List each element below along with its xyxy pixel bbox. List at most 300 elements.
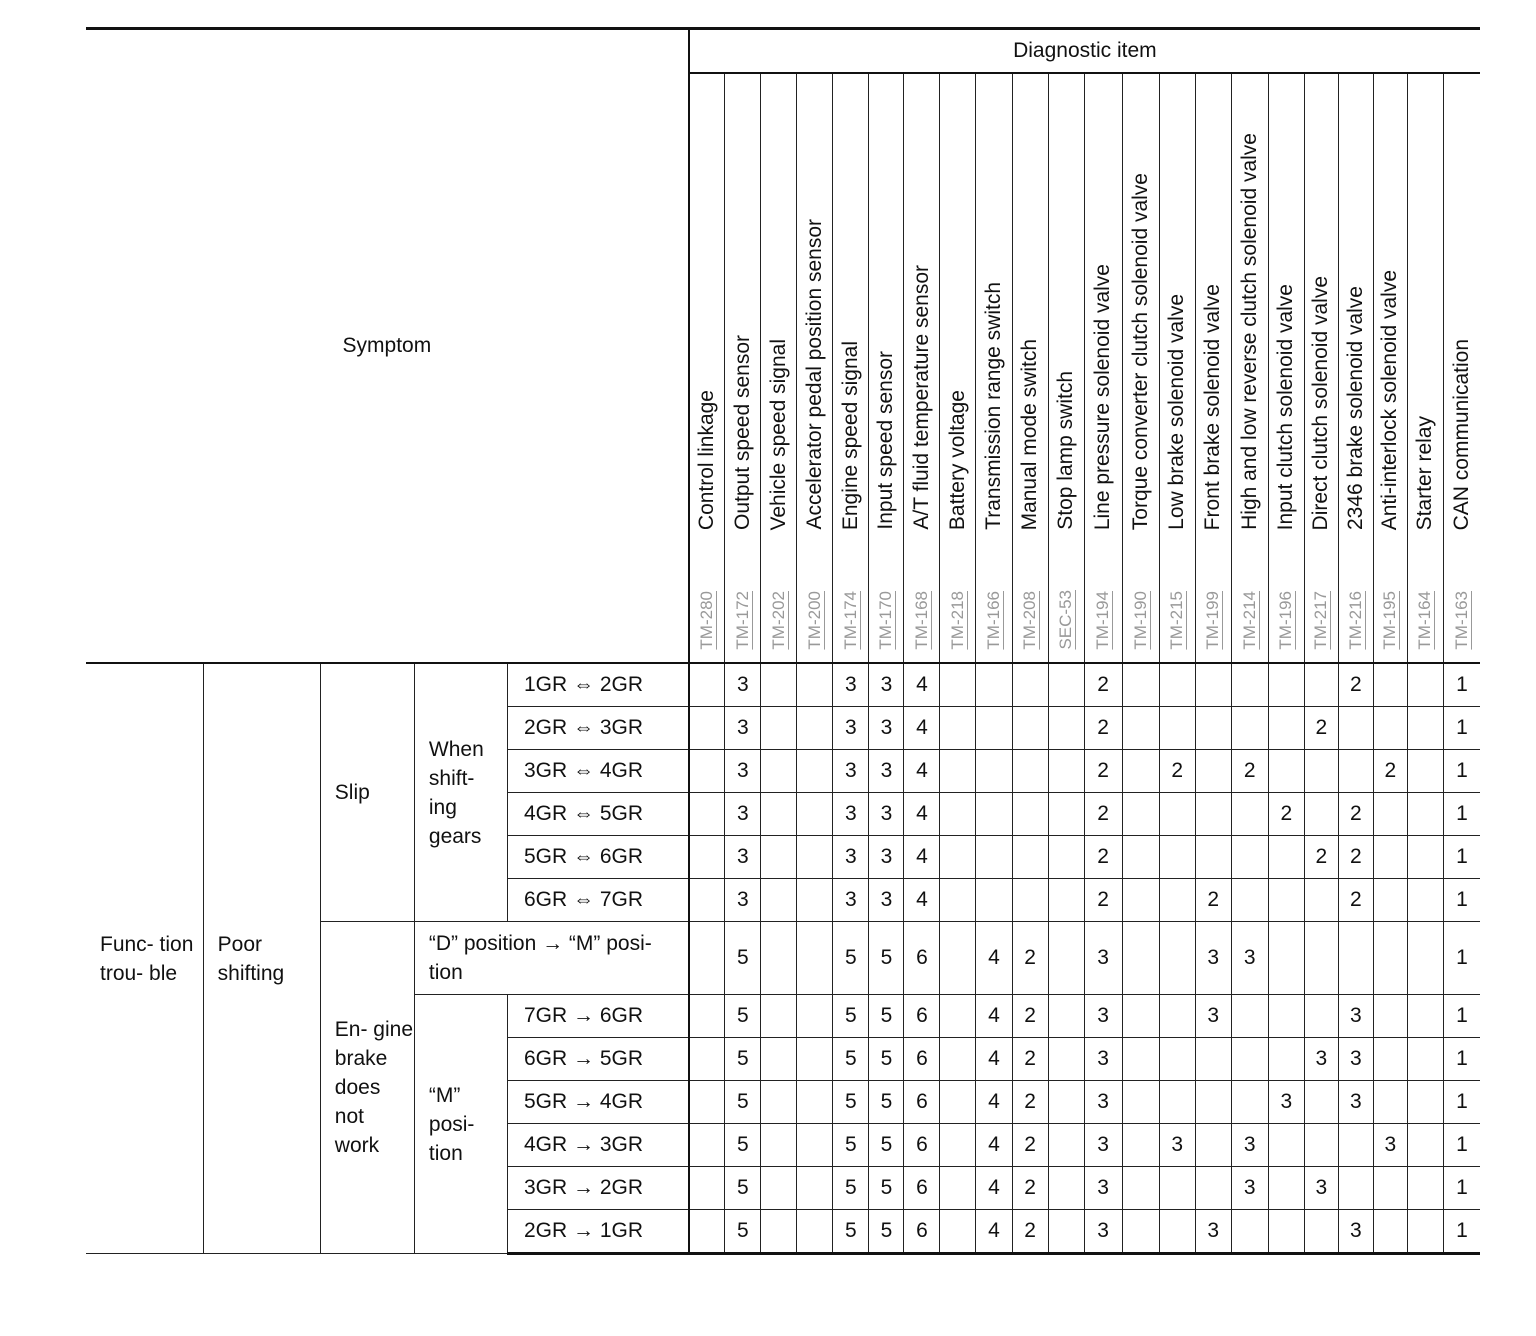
cell-value: 3 [869,836,904,879]
cell-value [1122,836,1159,879]
cell-value: 2 [1338,836,1373,879]
cell-value [1407,1081,1443,1124]
cell-value [1122,707,1159,750]
cell-value [1048,707,1084,750]
cell-value: 5 [725,1210,761,1254]
cell-value [1338,750,1373,793]
reference-link[interactable]: TM-195 [1380,591,1400,650]
column-label: Direct clutch solenoid valve [1309,275,1333,530]
cell-value [1338,707,1373,750]
cell-value [1159,793,1195,836]
row-label: 4GR → 3GR [508,1124,689,1167]
cell-value [940,1038,976,1081]
diagnostic-item-header: Diagnostic item [689,29,1480,74]
cell-value [1268,995,1304,1038]
cell-value [1304,995,1338,1038]
cell-value: 2 [1012,1081,1048,1124]
cell-value: 3 [1084,1210,1122,1254]
cell-value [689,750,725,793]
cell-value [1195,1167,1231,1210]
cell-value [797,663,833,707]
cell-value: 3 [1304,1038,1338,1081]
cell-value [689,663,725,707]
cell-value: 2 [1012,1210,1048,1254]
cell-value: 6 [904,1081,940,1124]
cell-value: 3 [833,663,869,707]
cell-value [761,707,797,750]
cell-value: 1 [1443,836,1480,879]
cell-value: 5 [869,1167,904,1210]
cell-value [1122,750,1159,793]
cell-value [1195,1124,1231,1167]
cell-value [976,707,1012,750]
cell-value: 2 [1159,750,1195,793]
cell-value: 5 [833,1167,869,1210]
cell-value [940,663,976,707]
cell-value: 4 [904,707,940,750]
cell-value [940,750,976,793]
cell-value: 1 [1443,922,1480,995]
cell-value: 3 [725,707,761,750]
cell-value [689,1081,725,1124]
diagnostic-table [86,27,1480,1255]
cell-value [761,922,797,995]
cell-value: 5 [725,1124,761,1167]
cell-value [797,836,833,879]
cell-value [1268,1038,1304,1081]
cell-value [1304,879,1338,922]
cell-value [1407,995,1443,1038]
cell-value [1048,750,1084,793]
table-row [86,663,1480,707]
cell-value: 2 [1012,922,1048,995]
cell-value [940,1124,976,1167]
cell-value [1373,793,1407,836]
column-header [1159,73,1195,663]
reference-link[interactable]: TM-196 [1276,591,1296,650]
column-label: Front brake solenoid valve [1201,283,1225,530]
cell-value: 4 [904,793,940,836]
cell-value [976,750,1012,793]
cell-value: 3 [1084,1167,1122,1210]
cell-value [1268,922,1304,995]
cell-value [1048,1081,1084,1124]
cell-value: 1 [1443,750,1480,793]
column-label: Control linkage [695,389,718,530]
cell-value [1048,1038,1084,1081]
column-header [725,73,761,663]
cell-value: 1 [1443,793,1480,836]
reference-link[interactable]: SEC-53 [1056,590,1076,650]
reference-link[interactable]: TM-217 [1311,591,1331,650]
cell-value [761,1081,797,1124]
column-label: Engine speed signal [838,340,862,530]
cell-value [1195,707,1231,750]
cell-value: 3 [1231,1167,1268,1210]
reference-link[interactable]: TM-202 [768,591,788,650]
cell-value: 3 [725,663,761,707]
cell-value [1268,707,1304,750]
cell-value [761,793,797,836]
symptom-when-shifting: When shift- ing gears [414,663,507,922]
cell-value [761,663,797,707]
cell-value [1407,750,1443,793]
cell-value: 6 [904,1038,940,1081]
row-label: 4GR ⇔ 5GR [508,793,689,836]
row-label: 5GR ⇔ 6GR [508,836,689,879]
reference-link[interactable]: TM-215 [1167,591,1187,650]
cell-value: 3 [833,750,869,793]
cell-value: 1 [1443,1167,1480,1210]
cell-value: 1 [1443,995,1480,1038]
cell-value [689,1038,725,1081]
column-header [976,73,1012,663]
cell-value [1048,922,1084,995]
cell-value [1122,995,1159,1038]
cell-value: 3 [1268,1081,1304,1124]
cell-value [797,1167,833,1210]
cell-value [689,1167,725,1210]
cell-value: 3 [1195,922,1231,995]
cell-value: 2 [1338,793,1373,836]
cell-value: 5 [725,922,761,995]
cell-value [761,836,797,879]
cell-value: 6 [904,1124,940,1167]
column-label: Input speed sensor [874,351,898,530]
cell-value [1159,663,1195,707]
cell-value [1012,750,1048,793]
cell-value: 1 [1443,663,1480,707]
symptom-header: Symptom [86,29,689,664]
cell-value [1159,1210,1195,1254]
cell-value [1048,879,1084,922]
cell-value: 4 [976,1210,1012,1254]
cell-value: 3 [1338,1210,1373,1254]
cell-value [940,836,976,879]
cell-value [1159,879,1195,922]
reference-link[interactable]: TM-166 [984,591,1003,650]
cell-value: 4 [976,1038,1012,1081]
row-label: 3GR → 2GR [508,1167,689,1210]
cell-value [1268,1124,1304,1167]
cell-value [1048,1210,1084,1254]
cell-value: 6 [904,1210,940,1254]
cell-value [689,879,725,922]
cell-value [1012,793,1048,836]
cell-value: 1 [1443,1124,1480,1167]
reference-link[interactable]: TM-194 [1093,591,1113,650]
column-label: Input clutch solenoid valve [1274,283,1298,530]
reference-link[interactable]: TM-214 [1239,591,1259,650]
symptom-slip: Slip [320,663,414,922]
cell-value [940,879,976,922]
cell-value: 3 [725,836,761,879]
cell-value: 5 [869,995,904,1038]
cell-value [1012,836,1048,879]
cell-value [1268,750,1304,793]
cell-value: 2 [1304,836,1338,879]
cell-value [940,1081,976,1124]
cell-value [1304,1081,1338,1124]
reference-link[interactable]: TM-190 [1130,591,1150,650]
cell-value: 3 [1373,1124,1407,1167]
reference-link[interactable]: TM-163 [1451,591,1471,650]
cell-value [1268,1210,1304,1254]
column-header [904,73,940,663]
cell-value [761,1167,797,1210]
cell-value [1048,1167,1084,1210]
cell-value [797,1081,833,1124]
cell-value [1304,1210,1338,1254]
cell-value: 2 [1338,663,1373,707]
column-label: Low brake solenoid valve [1165,294,1189,530]
cell-value: 2 [1373,750,1407,793]
reference-link[interactable]: TM-170 [876,591,896,650]
cell-value [1304,663,1338,707]
cell-value [797,1038,833,1081]
cell-value: 4 [976,995,1012,1038]
cell-value: 6 [904,1167,940,1210]
cell-value: 2 [1231,750,1268,793]
cell-value [1122,1081,1159,1124]
cell-value: 4 [904,836,940,879]
cell-value [1122,922,1159,995]
cell-value: 5 [725,1081,761,1124]
cell-value [1231,995,1268,1038]
reference-link[interactable]: TM-216 [1345,591,1365,650]
cell-value [1159,1167,1195,1210]
cell-value [1122,879,1159,922]
cell-value: 3 [869,707,904,750]
cell-value: 2 [1084,836,1122,879]
row-label: 2GR → 1GR [508,1210,689,1254]
reference-link[interactable]: TM-172 [732,591,752,650]
cell-value [797,995,833,1038]
column-header [1195,73,1231,663]
cell-value: 3 [1231,1124,1268,1167]
column-header [797,73,833,663]
cell-value [1407,1210,1443,1254]
cell-value [1338,1167,1373,1210]
column-label: Manual mode switch [1018,338,1042,530]
cell-value: 5 [869,1124,904,1167]
cell-value: 3 [725,750,761,793]
cell-value [689,1210,725,1254]
cell-value: 3 [1084,1124,1122,1167]
reference-link[interactable]: TM-174 [840,591,860,650]
column-header [1084,73,1122,663]
cell-value: 5 [869,1038,904,1081]
cell-value: 3 [833,707,869,750]
cell-value: 5 [833,1081,869,1124]
cell-value [1373,922,1407,995]
cell-value: 4 [976,1167,1012,1210]
cell-value: 2 [1195,879,1231,922]
cell-value [1373,1081,1407,1124]
cell-value [1268,663,1304,707]
row-label: 1GR ⇔ 2GR [508,663,689,707]
symptom-m-position: “M” posi- tion [414,995,507,1254]
cell-value [1122,663,1159,707]
column-header [689,73,725,663]
reference-link[interactable]: TM-200 [804,591,824,650]
cell-value [761,1210,797,1254]
cell-value [761,750,797,793]
cell-value [761,1038,797,1081]
reference-link[interactable]: TM-218 [947,591,967,650]
cell-value: 3 [869,879,904,922]
cell-value [940,793,976,836]
column-label: CAN communication [1449,338,1473,530]
cell-value [1407,1124,1443,1167]
column-header [1407,73,1443,663]
cell-value [761,1124,797,1167]
cell-value [1373,707,1407,750]
symptom-subcategory: Poor shifting [203,663,320,1254]
cell-value [761,879,797,922]
cell-value [1407,1038,1443,1081]
cell-value [1407,707,1443,750]
cell-value [1231,1038,1268,1081]
cell-value [1122,1038,1159,1081]
cell-value [940,995,976,1038]
cell-value [1268,836,1304,879]
column-label: High and low reverse clutch solenoid valve [1237,133,1261,530]
cell-value [1231,836,1268,879]
cell-value [1338,922,1373,995]
cell-value: 4 [904,663,940,707]
cell-value: 3 [1231,922,1268,995]
cell-value [1048,1124,1084,1167]
cell-value [1373,879,1407,922]
cell-value [1195,1038,1231,1081]
cell-value [1338,1124,1373,1167]
cell-value: 6 [904,922,940,995]
row-label: 2GR ⇔ 3GR [508,707,689,750]
cell-value [1012,707,1048,750]
cell-value: 5 [725,1167,761,1210]
cell-value [1048,836,1084,879]
cell-value [976,836,1012,879]
cell-value [1159,995,1195,1038]
cell-value: 5 [869,1210,904,1254]
cell-value: 3 [1084,995,1122,1038]
cell-value: 3 [1159,1124,1195,1167]
cell-value [1373,663,1407,707]
cell-value [1231,793,1268,836]
cell-value: 3 [833,879,869,922]
cell-value [1195,663,1231,707]
cell-value [1231,879,1268,922]
cell-value [1231,1210,1268,1254]
cell-value: 3 [725,879,761,922]
row-label: 6GR → 5GR [508,1038,689,1081]
cell-value: 2 [1084,707,1122,750]
cell-value [1304,1124,1338,1167]
cell-value [1407,793,1443,836]
cell-value [689,793,725,836]
cell-value [1407,922,1443,995]
column-header [940,73,976,663]
cell-value [797,707,833,750]
cell-value [1231,1081,1268,1124]
cell-value [1122,793,1159,836]
cell-value [1373,1038,1407,1081]
cell-value: 1 [1443,879,1480,922]
cell-value: 1 [1443,1210,1480,1254]
cell-value [1122,1167,1159,1210]
cell-value: 3 [833,836,869,879]
cell-value: 5 [725,1038,761,1081]
cell-value [976,793,1012,836]
cell-value: 3 [1338,1038,1373,1081]
cell-value: 3 [1195,1210,1231,1254]
column-label: Battery voltage [945,389,969,530]
row-label: 3GR ⇔ 4GR [508,750,689,793]
cell-value: 3 [1084,922,1122,995]
cell-value: 3 [1338,995,1373,1038]
cell-value [1159,836,1195,879]
cell-value [940,1210,976,1254]
cell-value [1159,922,1195,995]
column-header [1231,73,1268,663]
cell-value: 3 [869,793,904,836]
cell-value: 3 [725,793,761,836]
row-label: 5GR → 4GR [508,1081,689,1124]
cell-value: 2 [1084,750,1122,793]
cell-value: 3 [1195,995,1231,1038]
cell-value [1304,750,1338,793]
cell-value: 2 [1304,707,1338,750]
cell-value [689,836,725,879]
cell-value [940,1167,976,1210]
reference-link[interactable]: TM-280 [697,591,716,650]
cell-value [1373,1210,1407,1254]
cell-value: 5 [869,922,904,995]
cell-value: 2 [1268,793,1304,836]
cell-value [1304,922,1338,995]
cell-value [1012,879,1048,922]
column-header [869,73,904,663]
cell-value: 2 [1012,1124,1048,1167]
cell-value [1048,995,1084,1038]
cell-value [1048,663,1084,707]
reference-link[interactable]: TM-208 [1020,591,1040,650]
cell-value [976,663,1012,707]
cell-value [797,750,833,793]
cell-value: 2 [1012,1038,1048,1081]
cell-value [1159,1038,1195,1081]
cell-value [689,1124,725,1167]
cell-value [797,922,833,995]
cell-value [797,1210,833,1254]
cell-value [1122,1124,1159,1167]
cell-value [1195,836,1231,879]
cell-value [1373,1167,1407,1210]
cell-value: 6 [904,995,940,1038]
cell-value: 5 [833,1124,869,1167]
reference-link[interactable]: TM-199 [1203,591,1223,650]
reference-link[interactable]: TM-164 [1415,591,1435,650]
reference-link[interactable]: TM-168 [911,591,931,650]
column-label: 2346 brake solenoid valve [1343,285,1367,530]
cell-value: 5 [833,922,869,995]
cell-value: 2 [1084,793,1122,836]
row-label: “D” position → “M” posi- tion [414,922,688,995]
cell-value: 1 [1443,1081,1480,1124]
cell-value [1122,1210,1159,1254]
cell-value [1159,707,1195,750]
